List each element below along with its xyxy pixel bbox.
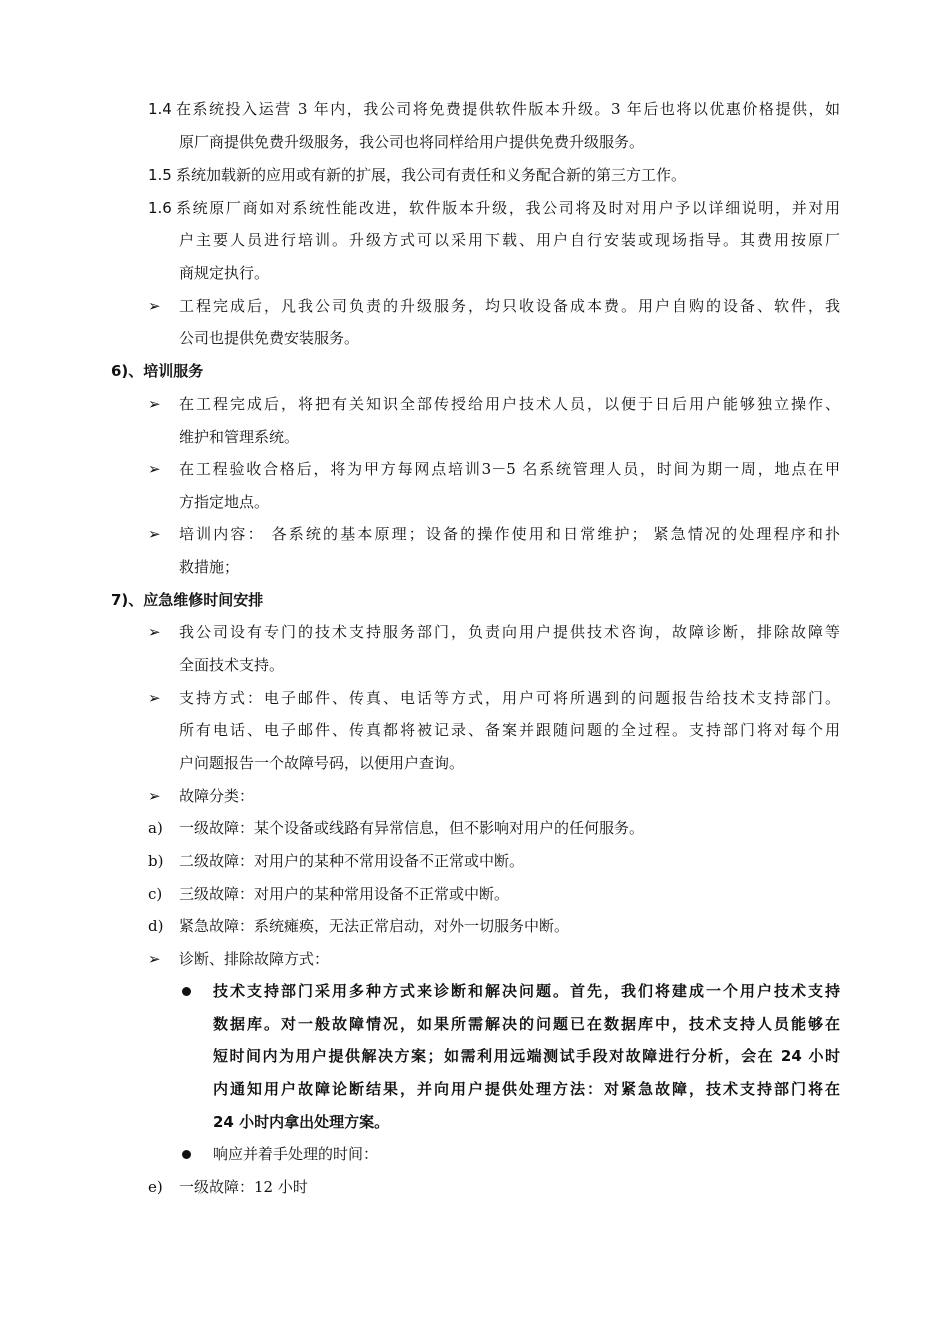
section-1-6-line-1: 系统原厂商如对系统性能改进，软件版本升级，我公司将及时对用户予以详细说明，并对用 — [176, 199, 840, 217]
diagnosis-line-2: 数据库。对一般故障情况，如果所需解决的问题已在数据库中，技术支持人员能够在 — [213, 1015, 840, 1033]
section-1-6-line-2: 户主要人员进行培训。升级方式可以采用下载、用户自行安装或现场指导。其费用按原厂 — [179, 231, 840, 249]
training-bullet-2-line-2: 方指定地点。 — [179, 493, 270, 511]
arrow-bullet-icon: ➢ — [148, 623, 161, 641]
training-bullet-1-line-1: 在工程完成后，将把有关知识全部传授给用户技术人员，以便于日后用户能够独立操作、 — [179, 395, 840, 413]
fault-item: 二级故障：对用户的某种不常用设备不正常或中断。 — [179, 852, 525, 870]
emergency-bullet-1-line-2: 全面技术支持。 — [179, 656, 285, 674]
diagnosis-method-label: 诊断、排除故障方式： — [179, 950, 330, 968]
arrow-bullet-icon: ➢ — [148, 460, 161, 478]
arrow-bullet-icon: ➢ — [148, 297, 161, 315]
round-bullet-icon — [182, 987, 191, 996]
fault-item: 紧急故障：系统瘫痪，无法正常启动，对外一切服务中断。 — [179, 917, 570, 935]
training-bullet-2-line-1: 在工程验收合格后，将为甲方每网点培训3－5 名系统管理人员，时间为期一周，地点在甲 — [179, 460, 840, 478]
fault-item: 三级故障：对用户的某种常用设备不正常或中断。 — [179, 885, 510, 903]
diagnosis-line-3: 短时间内为用户提供解决方案；如需利用远端测试手段对故障进行分析，会在 24 小时 — [213, 1047, 840, 1065]
response-time-label: 响应并着手处理的时间： — [213, 1145, 379, 1163]
fault-marker: a) — [148, 819, 163, 837]
heading-emergency-repair: 7)、应急维修时间安排 — [111, 591, 264, 609]
section-number-1-5: 1.5 — [148, 166, 172, 184]
upgrade-bullet-line-1: 工程完成后，凡我公司负责的升级服务，均只收设备成本费。用户自购的设备、软件，我 — [179, 297, 840, 315]
arrow-bullet-icon: ➢ — [148, 787, 161, 805]
section-number-1-4: 1.4 — [148, 100, 172, 118]
training-bullet-3-line-2: 救措施； — [179, 558, 240, 576]
round-bullet-icon — [182, 1150, 191, 1159]
section-1-4-line-1: 在系统投入运营 3 年内，我公司将免费提供软件版本升级。3 年后也将以优惠价格提供，如 — [176, 100, 840, 118]
training-bullet-3-line-1: 培训内容： 各系统的基本原理；设备的操作使用和日常维护； 紧急情况的处理程序和扑 — [179, 525, 840, 543]
diagnosis-line-1: 技术支持部门采用多种方式来诊断和解决问题。首先，我们将建成一个用户技术支持 — [213, 982, 840, 1000]
section-number-1-6: 1.6 — [148, 199, 172, 217]
emergency-bullet-1-line-1: 我公司设有专门的技术支持服务部门，负责向用户提供技术咨询，故障诊断，排除故障等 — [179, 623, 840, 641]
arrow-bullet-icon: ➢ — [148, 525, 161, 543]
fault-marker: e) — [148, 1178, 163, 1196]
fault-marker: c) — [148, 885, 163, 903]
arrow-bullet-icon: ➢ — [148, 689, 161, 707]
fault-marker: d) — [148, 917, 164, 935]
emergency-bullet-2-line-1: 支持方式：电子邮件、传真、电话等方式，用户可将所遇到的问题报告给技术支持部门。 — [179, 689, 840, 707]
training-bullet-1-line-2: 维护和管理系统。 — [179, 428, 300, 446]
fault-response-item: 一级故障：12 小时 — [179, 1178, 308, 1196]
section-1-6-line-3: 商规定执行。 — [179, 264, 270, 282]
upgrade-bullet-line-2: 公司也提供免费安装服务。 — [179, 329, 360, 347]
emergency-bullet-2-line-2: 所有电话、电子邮件、传真都将被记录、备案并跟随问题的全过程。支持部门将对每个用 — [179, 721, 840, 739]
emergency-bullet-2-line-3: 户问题报告一个故障号码，以便用户查询。 — [179, 754, 465, 772]
section-1-4-line-2: 原厂商提供免费升级服务，我公司也将同样给用户提供免费升级服务。 — [179, 133, 645, 151]
fault-marker: b) — [148, 852, 164, 870]
section-1-5-line-1: 系统加载新的应用或有新的扩展，我公司有责任和义务配合新的第三方工作。 — [176, 166, 687, 184]
diagnosis-line-5: 24 小时内拿出处理方案。 — [213, 1113, 390, 1131]
heading-training-service: 6)、培训服务 — [111, 362, 204, 380]
fault-classification-label: 故障分类： — [179, 787, 255, 805]
arrow-bullet-icon: ➢ — [148, 395, 161, 413]
fault-item: 一级故障：某个设备或线路有异常信息，但不影响对用户的任何服务。 — [179, 819, 645, 837]
arrow-bullet-icon: ➢ — [148, 950, 161, 968]
diagnosis-line-4: 内通知用户故障论断结果，并向用户提供处理方法：对紧急故障，技术支持部门将在 — [213, 1080, 840, 1098]
